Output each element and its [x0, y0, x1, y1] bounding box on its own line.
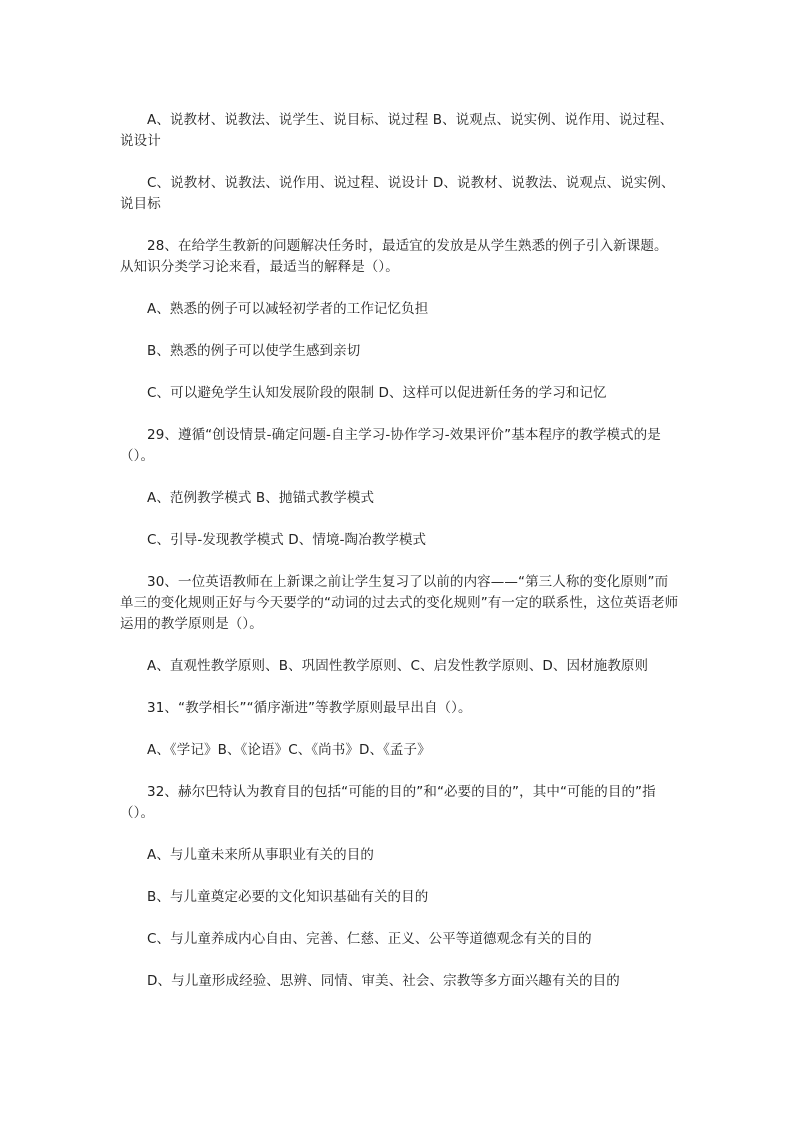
question-32: 32、赫尔巴特认为教育目的包括“可能的目的”和“必要的目的”，其中“可能的目的”指（）。: [120, 784, 656, 821]
option-28a: A、熟悉的例子可以减轻初学者的工作记忆负担: [147, 301, 429, 317]
option-32d: D、与儿童形成经验、思辨、同情、审美、社会、宗教等多方面兴趣有关的目的: [147, 973, 620, 989]
option-32b: B、与儿童奠定必要的文化知识基础有关的目的: [147, 889, 429, 905]
option-line-28cd: C、可以避免学生认知发展阶段的限制 D、这样可以促进新任务的学习和记忆: [147, 385, 607, 401]
option-32a: A、与儿童未来所从事职业有关的目的: [147, 847, 374, 863]
option-line-29cd: C、引导-发现教学模式 D、情境-陶冶教学模式: [147, 532, 427, 548]
option-line-29ab: A、范例教学模式 B、抛锚式教学模式: [147, 490, 375, 506]
option-line-27ab: A、说教材、说教法、说学生、说目标、说过程 B、说观点、说实例、说作用、说过程、说设计: [120, 112, 674, 149]
question-28: 28、在给学生教新的问题解决任务时，最适宜的发放是从学生熟悉的例子引入新课题。从知识分类学习论来看，最适当的解释是（）。: [120, 238, 668, 275]
question-31: 31、“教学相长”“循序渐进”等教学原则最早出自（）。: [147, 700, 472, 716]
option-line-30: A、直观性教学原则、B、巩固性教学原则、C、启发性教学原则、D、因材施教原则: [147, 658, 649, 674]
question-29: 29、遵循“创设情景-确定问题-自主学习-协作学习-效果评价”基本程序的教学模式的是（）。: [120, 427, 661, 464]
option-32c: C、与儿童养成内心自由、完善、仁慈、正义、公平等道德观念有关的目的: [147, 931, 592, 947]
option-line-31: A、《学记》B、《论语》C、《尚书》D、《孟子》: [147, 742, 431, 758]
question-30: 30、一位英语教师在上新课之前让学生复习了以前的内容——“第三人称的变化原则”而单三的变化规则正好与今天要学的“动词的过去式的变化规则”有一定的联系性，这位英语老师运用的教学原则是（）。: [120, 574, 679, 632]
option-line-27cd: C、说教材、说教法、说作用、说过程、说设计 D、说教材、说教法、说观点、说实例、说目标: [120, 175, 675, 212]
option-28b: B、熟悉的例子可以使学生感到亲切: [147, 343, 361, 359]
